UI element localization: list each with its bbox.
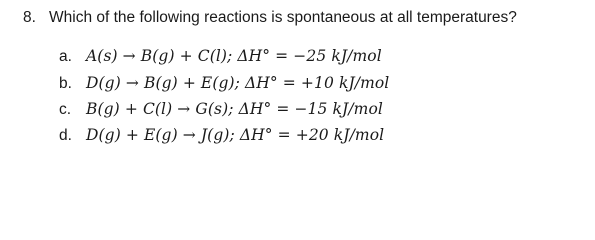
question-number: 8. xyxy=(23,9,36,26)
option-d xyxy=(59,122,384,148)
option-a xyxy=(59,43,382,69)
option-letter: d. xyxy=(59,127,72,144)
option-letter: c. xyxy=(59,101,72,118)
question-prompt xyxy=(23,9,517,27)
option-letter: b. xyxy=(59,75,72,92)
option-equation: A(s) → B(g) + C(l); ΔH° = −25 kJ/mol xyxy=(86,47,382,65)
question-text: Which of the following reactions is spontaneous at all temperatures? xyxy=(49,9,517,26)
option-b xyxy=(59,70,389,96)
option-equation: D(g) + E(g) → J(g); ΔH° = +20 kJ/mol xyxy=(86,126,385,144)
option-letter: a. xyxy=(59,48,72,65)
option-c xyxy=(59,96,383,122)
option-equation: D(g) → B(g) + E(g); ΔH° = +10 kJ/mol xyxy=(86,74,390,92)
option-equation: B(g) + C(l) → G(s); ΔH° = −15 kJ/mol xyxy=(86,100,383,118)
